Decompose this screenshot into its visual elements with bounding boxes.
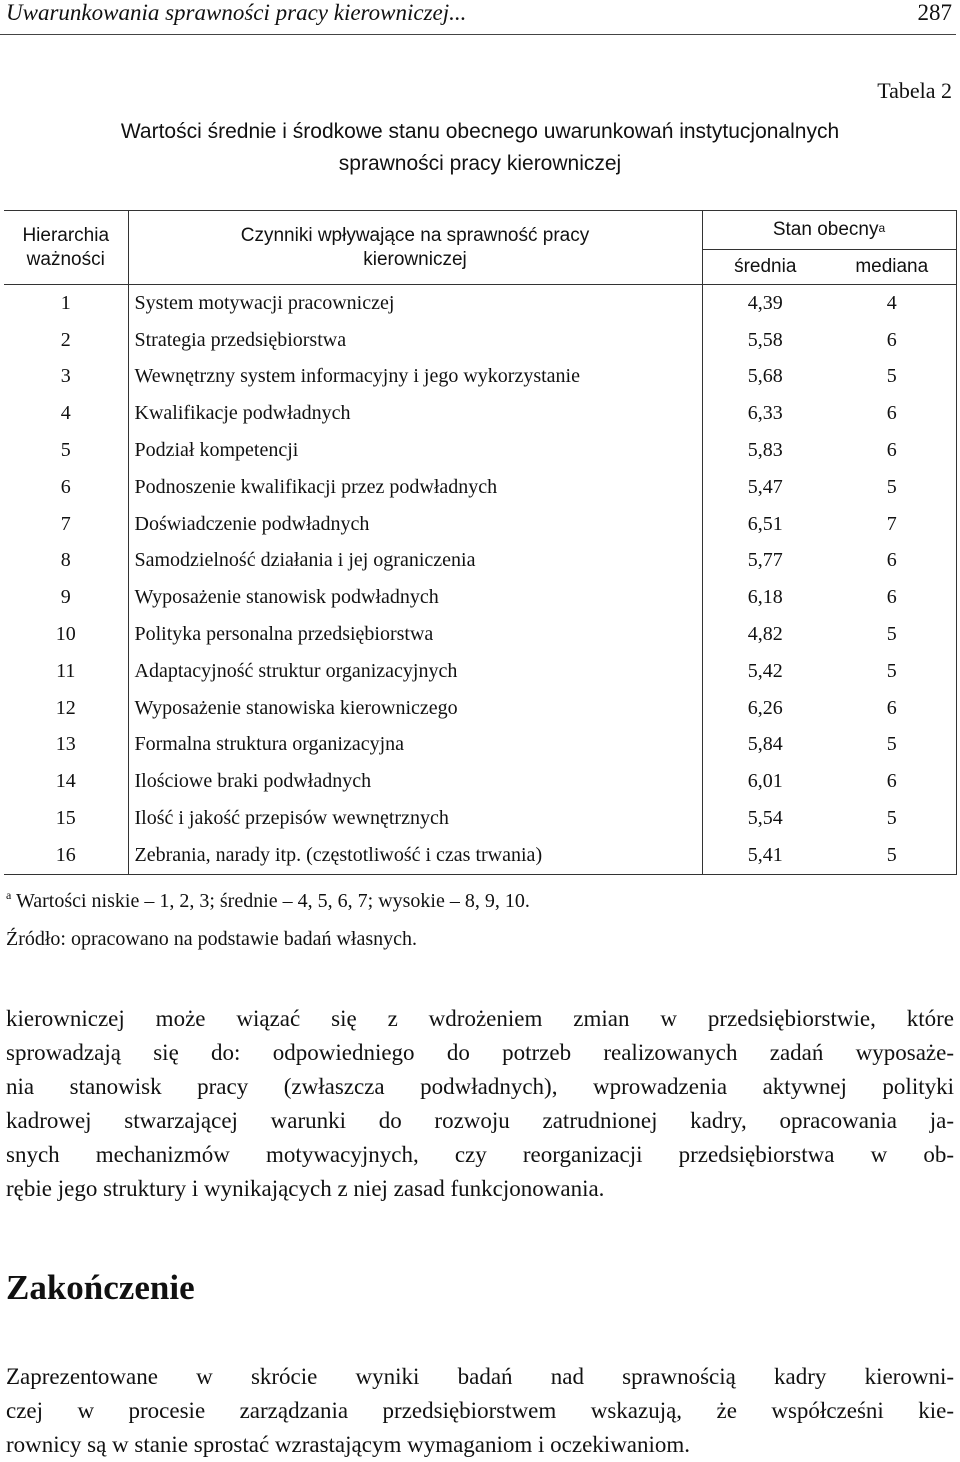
median-cell: 5	[828, 469, 956, 506]
median-cell: 5	[828, 727, 956, 764]
header-mean: średnia	[702, 250, 828, 285]
results-table	[4, 210, 957, 875]
table-row	[4, 616, 956, 653]
mean-cell: 4,39	[747, 291, 783, 314]
header-factors: Czynniki wpływające na sprawność pracy kierowniczej	[128, 211, 702, 285]
table-row	[4, 432, 956, 469]
factor-cell: Wyposażenie stanowisk podwładnych	[128, 579, 702, 616]
rank-cell: 8	[4, 543, 128, 580]
median-cell: 5	[828, 359, 956, 396]
paragraph-line: rębie jego struktury i wynikających z niej zasad funkcjonowania.	[6, 1176, 605, 1201]
factor-cell: Doświadczenie podwładnych	[128, 506, 702, 543]
factor-cell: System motywacji pracowniczej	[128, 285, 702, 322]
factor-cell: Kwalifikacje podwładnych	[128, 395, 702, 432]
factor-cell: Samodzielność działania i jej ograniczenia	[128, 543, 702, 580]
table-row	[4, 690, 956, 727]
factor-cell: Formalna struktura organizacyjna	[128, 727, 702, 764]
header-current-state: Stan obecny$^a$	[702, 211, 956, 250]
table-row	[4, 800, 956, 837]
factor-cell: Polityka personalna przedsiębiorstwa	[128, 616, 702, 653]
table-caption-line: sprawności pracy kierowniczej	[338, 152, 622, 175]
body-paragraph	[6, 1002, 954, 1206]
rank-cell: 14	[4, 763, 128, 800]
median-cell: 6	[828, 579, 956, 616]
factor-cell: Ilościowe braki podwładnych	[128, 763, 702, 800]
mean-cell: 5,54	[747, 807, 783, 830]
factor-cell: Wewnętrzny system informacyjny i jego wykorzystanie	[128, 359, 702, 396]
mean-cell: 5,83	[747, 439, 783, 462]
mean-cell: 5,77	[747, 549, 783, 572]
header-hierarchy: Hierarchia ważności	[4, 211, 128, 285]
table-row	[4, 359, 956, 396]
table-caption	[0, 116, 960, 180]
rank-cell: 7	[4, 506, 128, 543]
paragraph-line: sprowadzają się do: odpowiedniego do potrzeb realizowanych zadań wyposaże-	[6, 1040, 954, 1065]
table-footnote	[6, 890, 530, 913]
paragraph-line: nia stanowisk pracy (zwłaszcza podwładnych), wprowadzenia aktywnej polityki	[6, 1074, 954, 1099]
table-caption-line: Wartości średnie i środkowe stanu obecnego uwarunkowań instytucjonalnych	[120, 120, 840, 143]
table-row	[4, 543, 956, 580]
mean-cell: 5,47	[747, 475, 783, 498]
factor-cell: Podział kompetencji	[128, 432, 702, 469]
paragraph-line: snych mechanizmów motywacyjnych, czy reorganizacji przedsiębiorstwa w ob-	[6, 1142, 954, 1167]
table-row	[4, 579, 956, 616]
table-row	[4, 285, 956, 322]
median-cell: 6	[828, 763, 956, 800]
paragraph-line: rownicy są w stanie sprostać wzrastającym wymaganiom i oczekiwaniom.	[6, 1432, 691, 1457]
factor-cell: Adaptacyjność struktur organizacyjnych	[128, 653, 702, 690]
mean-cell: 6,26	[747, 696, 783, 719]
paragraph-line: czej w procesie zarządzania przedsiębiorstwem wskazują, że współcześni kie-	[6, 1398, 954, 1423]
rank-cell: 13	[4, 727, 128, 764]
mean-cell: 6,33	[747, 402, 783, 425]
mean-cell: 6,01	[747, 770, 783, 793]
section-heading: Zakończenie	[6, 1268, 195, 1307]
mean-cell: 6,51	[747, 512, 783, 535]
rank-cell: 2	[4, 322, 128, 359]
table-row	[4, 653, 956, 690]
factor-cell: Strategia przedsiębiorstwa	[128, 322, 702, 359]
table-source: Źródło: opracowano na podstawie badań własnych.	[6, 928, 417, 950]
mean-cell: 6,18	[747, 586, 783, 609]
table-row	[4, 506, 956, 543]
running-header	[0, 0, 956, 35]
mean-cell: 4,82	[747, 623, 783, 646]
page-number: 287	[917, 0, 952, 25]
rank-cell: 6	[4, 469, 128, 506]
mean-cell: 5,42	[747, 659, 783, 682]
table-row	[4, 395, 956, 432]
median-cell: 6	[828, 432, 956, 469]
table-row	[4, 469, 956, 506]
table-row	[4, 322, 956, 359]
table-row	[4, 763, 956, 800]
mean-cell: 5,84	[747, 733, 783, 756]
median-cell: 5	[828, 800, 956, 837]
factor-cell: Zebrania, narady itp. (częstotliwość i czas trwania)	[128, 837, 702, 874]
paragraph-line: kadrowej stwarzającej warunki do rozwoju zatrudnionej kadry, opracowania ja-	[6, 1108, 954, 1133]
mean-cell: 5,68	[747, 365, 783, 388]
body-paragraph	[6, 1360, 954, 1462]
rank-cell: 10	[4, 616, 128, 653]
footnote-marker: a	[6, 888, 12, 902]
rank-cell: 16	[4, 837, 128, 874]
rank-cell: 3	[4, 359, 128, 396]
factor-cell: Wyposażenie stanowiska kierowniczego	[128, 690, 702, 727]
paragraph-line: kierowniczej może wiązać się z wdrożeniem zmian w przedsiębiorstwie, które	[6, 1006, 954, 1031]
header-median: mediana	[828, 250, 956, 285]
table-label: Tabela 2	[877, 78, 952, 103]
rank-cell: 1	[4, 285, 128, 322]
median-cell: 7	[828, 506, 956, 543]
rank-cell: 11	[4, 653, 128, 690]
median-cell: 5	[828, 616, 956, 653]
paragraph-line: Zaprezentowane w skrócie wyniki badań nad sprawnością kadry kierowni-	[6, 1364, 954, 1389]
rank-cell: 9	[4, 579, 128, 616]
rank-cell: 15	[4, 800, 128, 837]
median-cell: 4	[828, 285, 956, 322]
median-cell: 6	[828, 322, 956, 359]
median-cell: 6	[828, 395, 956, 432]
rank-cell: 5	[4, 432, 128, 469]
factor-cell: Ilość i jakość przepisów wewnętrznych	[128, 800, 702, 837]
running-title: Uwarunkowania sprawności pracy kierowniczej...	[6, 0, 467, 25]
rank-cell: 4	[4, 395, 128, 432]
median-cell: 5	[828, 837, 956, 874]
mean-cell: 5,41	[702, 837, 828, 874]
median-cell: 6	[828, 543, 956, 580]
table-row	[4, 727, 956, 764]
median-cell: 5	[828, 653, 956, 690]
footnote-text: Wartości niskie – 1, 2, 3; średnie – 4, 5, 6, 7; wysokie – 8, 9, 10.	[15, 890, 530, 912]
mean-cell: 5,58	[747, 328, 783, 351]
table-row	[4, 837, 956, 874]
footnote-marker: a	[878, 221, 886, 235]
rank-cell: 12	[4, 690, 128, 727]
median-cell: 6	[828, 690, 956, 727]
factor-cell: Podnoszenie kwalifikacji przez podwładnych	[128, 469, 702, 506]
